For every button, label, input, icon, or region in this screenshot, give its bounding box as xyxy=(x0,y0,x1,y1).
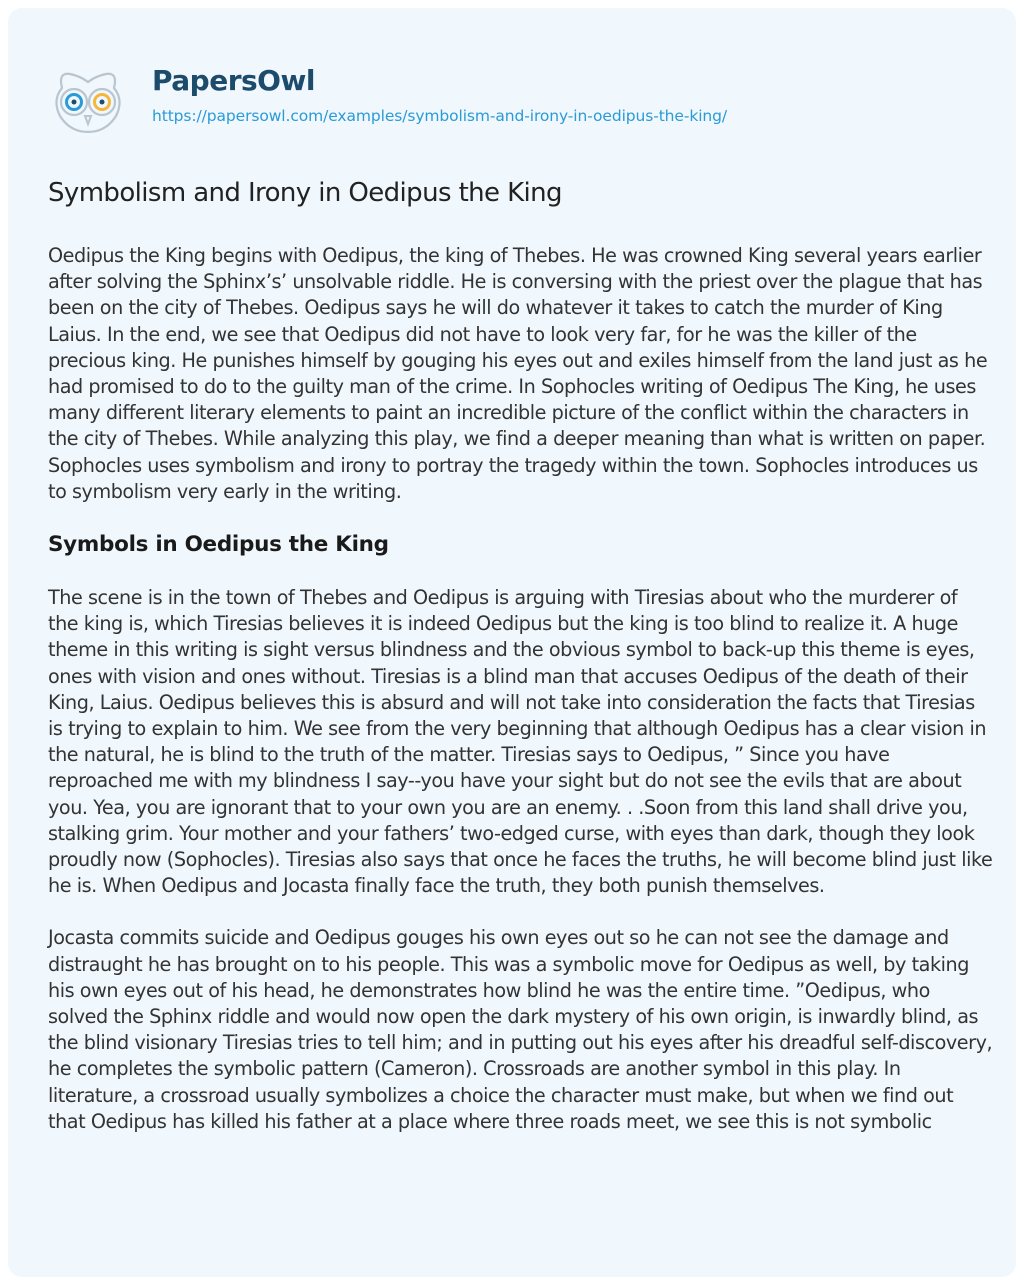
document-header xyxy=(48,60,988,140)
papersowl-logo-icon xyxy=(48,66,128,134)
paragraph-jocasta: Jocasta commits suicide and Oedipus gouges his own eyes out so he can not see the damage and distraught he has brought on to his people. This was a symbolic move for Oedipus as well, by taking his own eyes out of his head, he demonstrates how blind he was the entire time. ”Oedipus, who solved the Sphinx riddle and would now open the dark mystery of his own origin, is inwardly blind, as the blind visionary Tiresias tries to tell him; and in putting out his eyes after his dreadful self-discovery, he completes the symbolic pattern (Cameron). Crossroads are another symbol in this play. In literature, a crossroad usually symbolizes a choice the character must make, but when we find out that Oedipus has killed his father at a place where three roads meet, we see this is not symbolic xyxy=(48,926,993,1133)
paragraph-intro: Oedipus the King begins with Oedipus, the king of Thebes. He was crowned King several years earlier after solving the Sphinx’s’ unsolvable riddle. He is conversing with the priest over the plague that has been on the city of Thebes. Oedipus says he will do whatever it takes to catch the murder of King Laius. In the end, we see that Oedipus did not have to look very far, for he was the killer of the precious king. He punishes himself by gouging his eyes out and exiles himself from the land just as he had promised to do to the guilty man of the crime. In Sophocles writing of Oedipus The King, he uses many different literary elements to paint an incredible picture of the conflict within the characters in the city of Thebes. While analyzing this play, we find a deeper meaning than what is written on paper. Sophocles uses symbolism and irony to portray the tragedy within the town. Sophocles introduces us to symbolism very early in the writing. xyxy=(48,244,988,503)
brand-name: PapersOwl xyxy=(152,64,315,97)
page-title: Symbolism and Irony in Oedipus the King xyxy=(48,178,562,208)
article-body xyxy=(48,243,993,1161)
document-page xyxy=(8,8,1016,1277)
paragraph-symbols: The scene is in the town of Thebes and Oedipus is arguing with Tiresias about who the murderer of the king is, which Tiresias believes it is indeed Oedipus but the king is too blind to realize it. A huge theme in this writing is sight versus blindness and the obvious symbol to back-up this theme is eyes, ones with vision and ones without. Tiresias is a blind man that accuses Oedipus of the death of their King, Laius. Oedipus believes this is absurd and will not take into consideration the facts that Tiresias is trying to explain to him. We see from the very beginning that although Oedipus has a clear vision in the natural, he is blind to the truth of the matter. Tiresias says to Oedipus, ” Since you have reproached me with my blindness I say--you have your sight but do not see the evils that are about you. Yea, you are ignorant that to your own you are an enemy. . .Soon from this land shall drive you, stalking grim. Your mother and your fathers’ two-edged curse, with eyes than dark, though they look proudly now (Sophocles). Tiresias also says that once he faces the truths, he will become blind just like he is. When Oedipus and Jocasta finally face the truth, they both punish themselves. xyxy=(48,586,993,898)
source-url-link[interactable]: https://papersowl.com/examples/symbolism-and-irony-in-oedipus-the-king/ xyxy=(152,107,727,125)
section-heading: Symbols in Oedipus the King xyxy=(48,532,389,558)
